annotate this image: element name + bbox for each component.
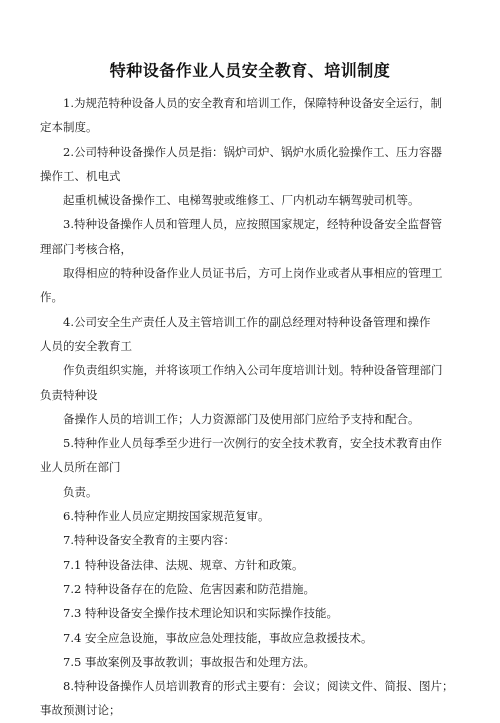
paragraph-6: 6.特种作业人员应定期按国家规范复审。: [63, 509, 270, 524]
paragraph-2-line-3: 起重机械设备操作工、电梯驾驶或维修工、厂内机动车辆驾驶司机等。: [63, 193, 420, 208]
paragraph-5-line-3: 负责。: [63, 484, 98, 499]
paragraph-5-line-1: 5.特种作业人员每季至少进行一次例行的安全技术教育，安全技术教育由作: [63, 436, 442, 451]
paragraph-4-line-2: 人员的安全教育工: [40, 338, 132, 353]
paragraph-4-line-3: 作负责组织实施，并将该项工作纳入公司年度培训计划。特种设备管理部门: [63, 363, 443, 378]
paragraph-7: 7.特种设备安全教育的主要内容：: [63, 533, 235, 548]
paragraph-3-line-4: 作。: [40, 290, 63, 305]
paragraph-8-line-2: 事故预测讨论；: [40, 703, 121, 718]
paragraph-2-line-2: 操作工、机电式: [40, 168, 121, 183]
item-7-5: 7.5 事故案例及事故教训；事故报告和处理方法。: [63, 654, 315, 669]
paragraph-4-line-1: 4.公司安全生产责任人及主管培训工作的副总经理对特种设备管理和操作: [63, 314, 431, 329]
paragraph-3-line-2: 理部门考核合格，: [40, 241, 132, 256]
item-7-1: 7.1 特种设备法律、法规、规章、方针和政策。: [63, 557, 304, 572]
paragraph-1-line-2: 定本制度。: [40, 120, 98, 135]
paragraph-1-line-1: 1.为规范特种设备人员的安全教育和培训工作，保障特种设备安全运行，制: [63, 96, 442, 110]
paragraph-3-line-3: 取得相应的特种设备作业人员证书后，方可上岗作业或者从事相应的管理工: [63, 266, 443, 281]
paragraph-5-line-2: 业人员所在部门: [40, 460, 121, 475]
document-title: 特种设备作业人员安全教育、培训制度: [109, 61, 391, 80]
item-7-3: 7.3 特种设备安全操作技术理论知识和实际操作技能。: [63, 606, 338, 621]
paragraph-4-line-5: 备操作人员的培训工作；人力资源部门及使用部门应给予支持和配合。: [63, 411, 420, 426]
item-7-4: 7.4 安全应急设施，事故应急处理技能，事故应急救援技术。: [63, 630, 373, 645]
paragraph-4-line-4: 负责特种设: [40, 387, 98, 402]
paragraph-8-line-1: 8.特种设备操作人员培训教育的形式主要有：会议；阅读文件、简报、图片；: [63, 679, 454, 694]
paragraph-3-line-1: 3.特种设备操作人员和管理人员，应按照国家规定，经特种设备安全监督管: [63, 217, 442, 232]
item-7-2: 7.2 特种设备存在的危险、危害因素和防范措施。: [63, 581, 315, 596]
paragraph-2-line-1: 2.公司特种设备操作人员是指：锅炉司炉、锅炉水质化验操作工、压力容器: [63, 144, 442, 159]
